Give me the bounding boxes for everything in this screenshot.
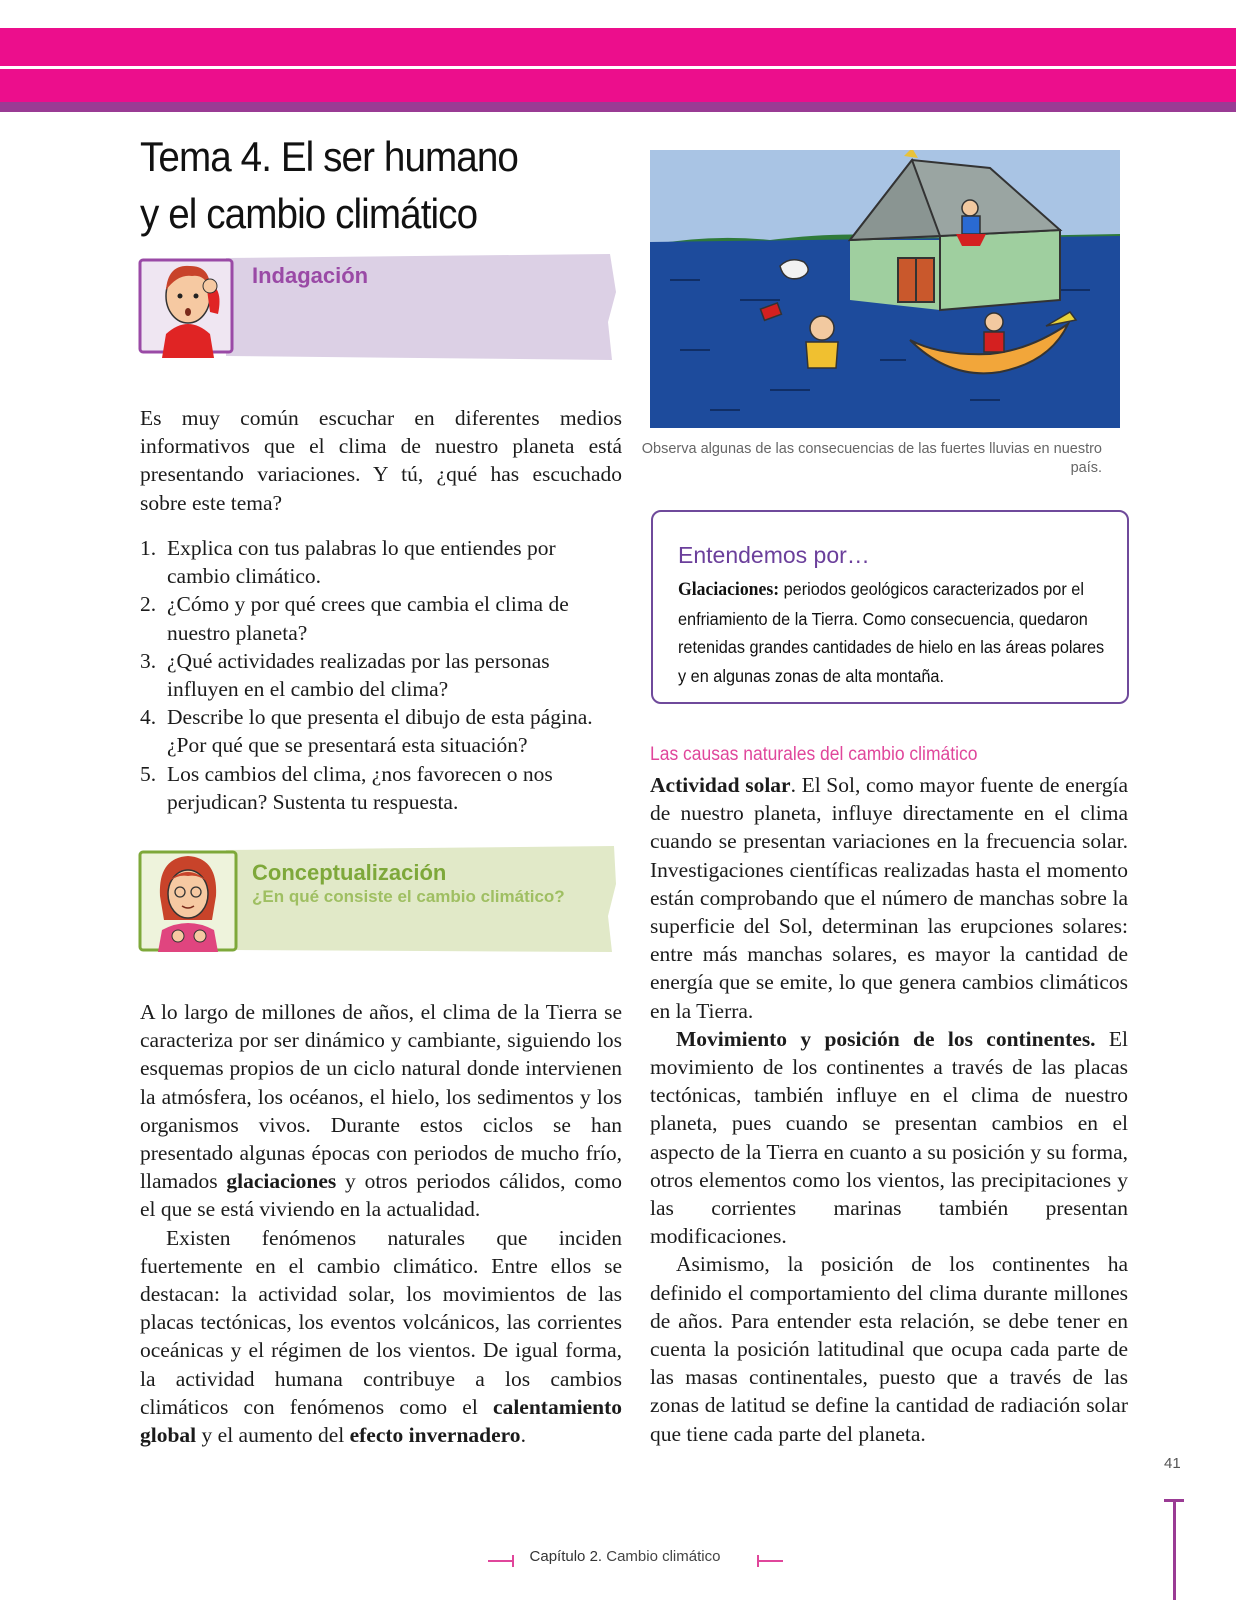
girl-avatar-icon (148, 846, 238, 954)
left-paragraph-2: Existen fenómenos naturales que inciden fuertemente en el cambio climático. Entre ellos se destacan: la actividad solar, los movimientos de las placas tectónicas, los eventos volcánicos, las corrientes oceánicas y el régimen de los vientos. De igual forma, la actividad humana contribuye a los cambios climáticos con fenómenos como el calentamiento global y el aumento del efecto invernadero. (140, 1225, 622, 1448)
title-line-2: y el cambio climático (140, 190, 478, 237)
footer-rule-right (757, 1560, 783, 1562)
left-body-text (140, 998, 622, 1449)
side-rule (1173, 1500, 1176, 1600)
indagacion-label: Indagación (252, 263, 369, 288)
header-band-top (0, 28, 1236, 66)
list-item: 4. Describe lo que presenta el dibujo de esta página. ¿Por qué que se presentará esta situación? (140, 705, 593, 758)
list-item: 2. ¿Cómo y por qué crees que cambia el clima de nuestro planeta? (140, 592, 569, 645)
list-item: 3. ¿Qué actividades realizadas por las personas influyen en el cambio del clima? (140, 648, 550, 702)
list-item: 5. Los cambios del clima, ¿nos favorecen o nos perjudican? Sustenta tu respuesta. (140, 761, 553, 814)
section-subheading: Las causas naturales del cambio climático (650, 744, 978, 765)
right-paragraph-1: Actividad solar. El Sol, como mayor fuente de energía de nuestro planeta, influye directamente en el clima cuando se presentan variaciones en la frecuencia solar. Investigaciones científicas realizadas hasta el momento están comprobando que el número de manchas sobre la superficie del Sol, determinan las erupciones solares: entre más manchas solares, es mayor la cantidad de energía que se emite, lo que genera cambios climáticos en la Tierra. (650, 773, 1128, 1023)
page-title (140, 128, 572, 242)
page-number: 41 (1164, 1455, 1181, 1472)
flood-illustration (650, 150, 1125, 435)
definition-text: Glaciaciones: periodos geológicos caracterizados por el enfriamiento de la Tierra. Como consecuencia, quedaron retenidas grandes cantidades de hielo en las áreas polares y en algunas zonas de alta montaña. (678, 579, 1105, 686)
definition-term: Glaciaciones: (678, 579, 780, 600)
intro-paragraph: Es muy común escuchar en diferentes medios informativos que el clima de nuestro planeta está presentando variaciones. Y tú, ¿qué has escuchado sobre este tema? (140, 406, 622, 515)
header-band-bottom (0, 69, 1236, 102)
thinking-boy-icon (148, 252, 238, 360)
right-paragraph-3: Asimismo, la posición de los continentes ha definido el comportamiento del clima durante millones de años. Para entender esta relación, se debe tener en cuenta la posición latitudinal que ocupa cada parte de las masas continentales, puesto que a través de las zonas de latitud se define la cantidad de radiación solar que tiene cada parte del planeta. (650, 1252, 1128, 1446)
left-paragraph-1: A lo largo de millones de años, el clima de la Tierra se caracteriza por ser dinámico y cambiante, siguiendo los esquemas propios de un ciclo natural donde intervienen la atmósfera, los océanos, el hielo, los sedimentos y los organismos vivos. Durante estos ciclos se han presentado algunas épocas con periodos de mucho frío, llamados glaciaciones y otros periodos cálidos, como el que se está viviendo en la actualidad. (140, 1000, 622, 1222)
footer-chapter: Capítulo 2. (529, 1548, 603, 1565)
header-band-accent (0, 102, 1236, 112)
definition-title: Entendemos por… (678, 542, 870, 568)
title-line-1: Tema 4. El ser humano (140, 133, 519, 180)
question-list (140, 534, 620, 816)
illustration-caption: Observa algunas de las consecuencias de las fuertes lluvias en nuestro país. (641, 441, 1102, 476)
right-paragraph-2: Movimiento y posición de los continentes. El movimiento de los continentes a través de las placas tectónicas, también influye en el clima de nuestro planeta, pues cuando se presentan cambios en el aspecto de la Tierra en cuanto a su posición y su forma, otros elementos como los vientos, las precipitaciones y las corrientes marinas también presentan modificaciones. (650, 1026, 1128, 1249)
conceptualizacion-label: Conceptualización (252, 860, 447, 885)
list-item: 1. Explica con tus palabras lo que entiendes por cambio climático. (140, 536, 556, 589)
conceptualizacion-sublabel: ¿En qué consiste el cambio climático? (252, 887, 565, 906)
right-body-text (650, 771, 1128, 1448)
footer (490, 1548, 760, 1565)
footer-chapter-name: Cambio climático (606, 1548, 721, 1565)
